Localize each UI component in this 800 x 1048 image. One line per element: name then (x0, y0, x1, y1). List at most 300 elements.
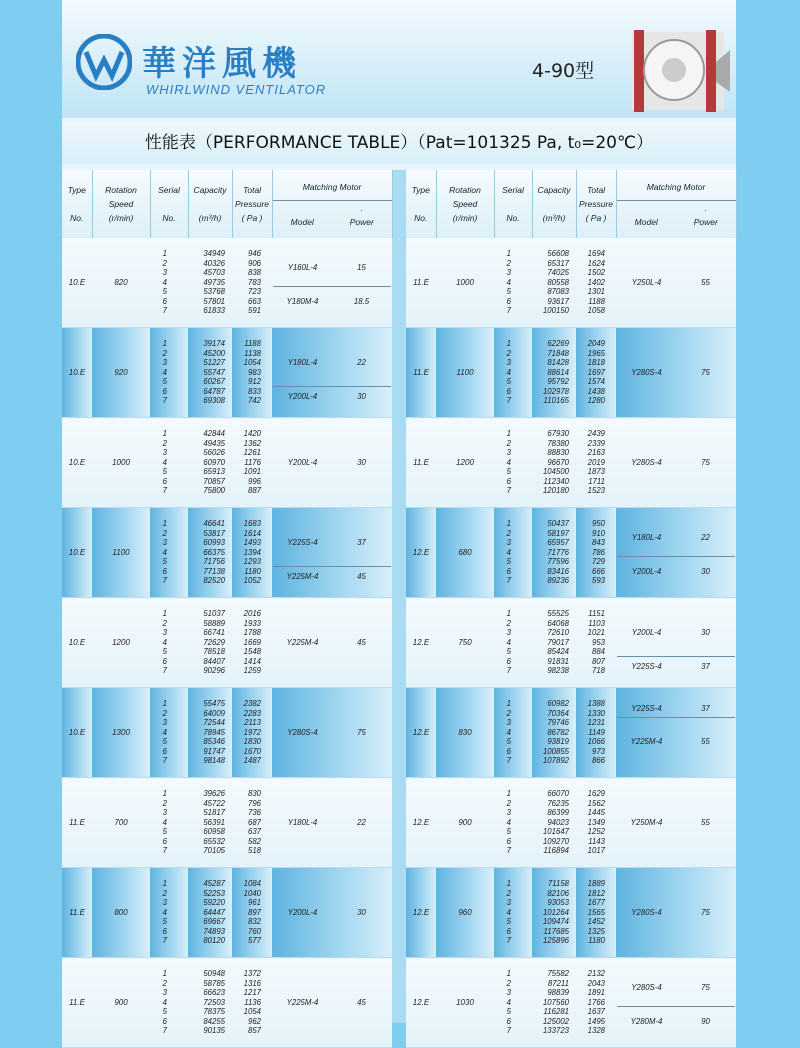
motor-model: Y180M-4 (286, 296, 319, 306)
serial-no: 3 (506, 538, 511, 548)
motor-model: Y200L-4 (287, 907, 318, 917)
capacity-value: 45200 (203, 348, 225, 358)
pressure-value: 2113 (244, 718, 261, 728)
speed-cell: 1200 (92, 598, 150, 688)
capacity-value: 71756 (203, 557, 225, 567)
pressure-value: 1372 (243, 968, 261, 978)
speed-cell: 960 (436, 868, 494, 958)
pressure-value: 897 (247, 907, 261, 917)
serial-no: 2 (162, 618, 167, 628)
capacity-value: 45287 (203, 878, 225, 888)
serial-no: 7 (162, 1026, 167, 1036)
motor-power: 75 (701, 983, 710, 993)
pressure-value: 1683 (243, 518, 261, 528)
capacity-cell (532, 958, 576, 1048)
capacity-value: 70105 (203, 846, 225, 856)
serial-no: 4 (162, 367, 167, 377)
serial-no: 2 (162, 978, 167, 988)
brand-name-en: WHIRLWIND VENTILATOR (146, 82, 327, 97)
pressure-value: 637 (247, 827, 261, 837)
pressure-value: 1103 (588, 618, 605, 628)
motor-cell (273, 959, 391, 1046)
capacity-value: 49435 (203, 438, 225, 448)
motor-power: 30 (357, 907, 366, 917)
serial-no: 6 (506, 296, 511, 306)
capacity-value: 72503 (203, 997, 225, 1007)
pressure-cell (576, 418, 616, 508)
pressure-value: 1452 (587, 917, 605, 927)
serial-no: 1 (506, 518, 511, 528)
pressure-value: 1388 (587, 698, 605, 708)
serial-no: 3 (162, 448, 167, 458)
pressure-value: 953 (591, 637, 605, 647)
motor-power: 37 (701, 661, 710, 671)
pressure-value: 807 (591, 656, 605, 666)
pressure-value: 1548 (243, 647, 261, 657)
pressure-cell (232, 238, 272, 328)
capacity-value: 125896 (542, 936, 569, 946)
capacity-value: 56391 (203, 817, 225, 827)
capacity-cell (188, 328, 232, 418)
table-row (406, 868, 736, 958)
pressure-value: 1188 (244, 338, 261, 348)
motor-power: 55 (701, 817, 710, 827)
capacity-value: 80558 (547, 277, 569, 287)
serial-no: 3 (506, 628, 511, 638)
capacity-value: 60958 (203, 827, 225, 837)
capacity-value: 60267 (203, 377, 225, 387)
serial-cell (150, 958, 188, 1048)
motor-power: 37 (357, 538, 366, 547)
capacity-value: 70364 (547, 708, 569, 718)
pressure-value: 1151 (588, 608, 605, 618)
serial-no: 3 (506, 268, 511, 278)
serial-no: 4 (162, 457, 167, 467)
type-cell: 11.E (62, 868, 92, 958)
capacity-value: 46641 (203, 518, 225, 528)
serial-no: 4 (506, 997, 511, 1007)
motor-model: Y225S-4 (631, 703, 662, 713)
type-cell: 11.E (406, 238, 436, 328)
capacity-value: 98839 (547, 988, 569, 998)
serial-no: 2 (506, 528, 511, 538)
capacity-value: 74025 (547, 268, 569, 278)
serial-no: 1 (162, 878, 167, 888)
capacity-value: 75800 (203, 486, 225, 496)
capacity-value: 75582 (547, 968, 569, 978)
pressure-value: 1574 (587, 377, 605, 387)
type-cell: 12.E (406, 508, 436, 598)
serial-no: 2 (506, 258, 511, 268)
motor-model: Y225S-4 (631, 661, 662, 671)
capacity-value: 65317 (547, 258, 569, 268)
capacity-value: 112340 (543, 476, 569, 486)
pressure-value: 729 (591, 557, 605, 567)
motor-power: 30 (701, 566, 710, 576)
serial-no: 2 (506, 348, 511, 358)
matching-motor-cell (272, 508, 392, 598)
motor-model: Y280S-4 (631, 457, 662, 467)
pressure-value: 591 (247, 306, 261, 316)
matching-motor-cell (616, 328, 736, 418)
pressure-value: 1280 (587, 396, 605, 406)
capacity-value: 91747 (203, 746, 225, 756)
pressure-value: 2382 (243, 698, 261, 708)
matching-motor-cell (616, 688, 736, 778)
pressure-value: 833 (247, 386, 261, 396)
pressure-value: 946 (247, 248, 261, 258)
capacity-value: 67930 (547, 428, 569, 438)
capacity-cell (532, 508, 576, 598)
serial-no: 6 (162, 656, 167, 666)
motor-power: 45 (357, 571, 366, 581)
motor-divider (273, 286, 391, 287)
pressure-value: 1261 (243, 448, 261, 458)
serial-no: 7 (162, 666, 167, 676)
motor-cell (617, 779, 735, 866)
pressure-value: 1669 (243, 637, 261, 647)
serial-no: 3 (506, 448, 511, 458)
capacity-value: 66741 (203, 628, 225, 638)
pressure-value: 593 (591, 576, 605, 586)
serial-no: 7 (506, 486, 511, 496)
pressure-value: 1565 (587, 907, 605, 917)
capacity-value: 90135 (203, 1026, 225, 1036)
pressure-value: 1052 (243, 576, 261, 586)
pressure-value: 2049 (587, 338, 605, 348)
col-rotation: Rotation Speed (r/min) (92, 170, 150, 238)
motor-divider (617, 656, 735, 657)
capacity-value: 125002 (542, 1016, 569, 1026)
speed-cell: 900 (92, 958, 150, 1048)
motor-cell (273, 239, 391, 326)
type-cell: 12.E (406, 778, 436, 868)
capacity-value: 57801 (203, 296, 225, 306)
serial-no: 1 (162, 518, 167, 528)
capacity-value: 84407 (203, 656, 225, 666)
serial-no: 1 (162, 968, 167, 978)
capacity-value: 59220 (203, 898, 225, 908)
serial-no: 4 (506, 457, 511, 467)
speed-cell: 820 (92, 238, 150, 328)
pressure-value: 1933 (243, 618, 261, 628)
pressure-value: 1180 (244, 566, 261, 576)
pressure-value: 1629 (587, 788, 605, 798)
capacity-cell (532, 778, 576, 868)
serial-no: 6 (506, 746, 511, 756)
serial-no: 6 (162, 926, 167, 936)
pressure-value: 1637 (587, 1007, 605, 1017)
serial-no: 4 (162, 547, 167, 557)
pressure-value: 1873 (587, 467, 605, 477)
pressure-value: 1301 (587, 287, 605, 297)
capacity-value: 34949 (203, 248, 225, 258)
capacity-value: 62269 (547, 338, 569, 348)
pressure-value: 1136 (244, 997, 261, 1007)
serial-no: 2 (162, 438, 167, 448)
brand-name-cn: 華洋風機 (142, 44, 302, 84)
pressure-value: 857 (247, 1026, 261, 1036)
column-gap (392, 170, 406, 1023)
serial-no: 7 (506, 306, 511, 316)
capacity-value: 64447 (203, 907, 225, 917)
serial-no: 1 (506, 788, 511, 798)
serial-cell (150, 238, 188, 328)
pressure-value: 718 (591, 666, 605, 676)
pressure-value: 996 (247, 476, 261, 486)
pressure-value: 796 (247, 798, 261, 808)
motor-power: 30 (701, 628, 710, 637)
capacity-value: 77596 (547, 557, 569, 567)
serial-no: 4 (506, 547, 511, 557)
capacity-value: 88830 (547, 448, 569, 458)
capacity-value: 86399 (547, 808, 569, 818)
capacity-value: 65532 (203, 836, 225, 846)
table-row (406, 328, 736, 418)
capacity-value: 109474 (542, 917, 569, 927)
matching-motor-cell (272, 868, 392, 958)
pressure-value: 2283 (243, 708, 261, 718)
serial-no: 3 (162, 988, 167, 998)
pressure-value: 1889 (587, 878, 605, 888)
serial-no: 6 (506, 836, 511, 846)
capacity-value: 55747 (203, 367, 225, 377)
capacity-value: 65957 (547, 538, 569, 548)
motor-cell (273, 779, 391, 866)
capacity-cell (532, 418, 576, 508)
capacity-value: 53768 (203, 287, 225, 297)
pressure-value: 1293 (243, 557, 261, 567)
pressure-cell (576, 238, 616, 328)
capacity-value: 61833 (203, 306, 225, 316)
pressure-value: 887 (247, 486, 261, 496)
pressure-cell (232, 688, 272, 778)
table-row (406, 778, 736, 868)
motor-power: 90 (701, 1016, 710, 1026)
capacity-value: 51817 (203, 808, 225, 818)
pressure-value: 1180 (588, 936, 605, 946)
serial-no: 5 (506, 1007, 511, 1017)
capacity-value: 65913 (203, 467, 225, 477)
serial-no: 2 (162, 708, 167, 718)
pressure-value: 1891 (587, 988, 605, 998)
pressure-value: 1176 (244, 457, 261, 467)
table-row (406, 958, 736, 1048)
matching-motor-cell (616, 418, 736, 508)
serial-no: 1 (506, 698, 511, 708)
serial-no: 7 (506, 576, 511, 586)
pressure-value: 1349 (587, 817, 605, 827)
capacity-value: 109270 (542, 836, 569, 846)
motor-model: Y225M-4 (286, 997, 319, 1007)
pressure-value: 687 (247, 817, 261, 827)
motor-power: 75 (701, 907, 710, 917)
motor-cell (273, 689, 391, 776)
serial-no: 5 (506, 917, 511, 927)
matching-motor-cell (272, 778, 392, 868)
pressure-cell (232, 508, 272, 598)
pressure-cell (232, 868, 272, 958)
capacity-cell (188, 238, 232, 328)
serial-cell (494, 868, 532, 958)
col-pressure: Total Pressure ( Pa ) (232, 170, 272, 238)
matching-motor-cell (272, 958, 392, 1048)
matching-motor-cell (272, 418, 392, 508)
capacity-cell (188, 778, 232, 868)
capacity-value: 72610 (547, 628, 569, 638)
capacity-value: 77138 (203, 566, 225, 576)
performance-table (406, 170, 737, 1048)
motor-power: 55 (701, 737, 710, 747)
capacity-value: 98238 (547, 666, 569, 676)
pressure-value: 843 (591, 538, 605, 548)
table-row (62, 688, 392, 778)
serial-cell (150, 508, 188, 598)
pressure-cell (576, 508, 616, 598)
capacity-cell (532, 688, 576, 778)
serial-no: 2 (506, 438, 511, 448)
serial-no: 1 (162, 788, 167, 798)
motor-power: 30 (357, 457, 366, 467)
pressure-value: 1328 (587, 1026, 605, 1036)
pressure-value: 1259 (243, 666, 261, 676)
serial-cell (494, 328, 532, 418)
speed-cell: 1100 (92, 508, 150, 598)
motor-model: Y250L-4 (631, 277, 662, 287)
motor-model: Y225M-4 (630, 737, 663, 747)
capacity-value: 66070 (547, 788, 569, 798)
pressure-value: 962 (247, 1016, 261, 1026)
pressure-value: 1972 (243, 727, 261, 737)
capacity-value: 70857 (203, 476, 225, 486)
motor-model: Y280M-4 (630, 1016, 663, 1026)
table-row (406, 508, 736, 598)
pressure-value: 950 (591, 518, 605, 528)
motor-cell (273, 419, 391, 506)
serial-no: 5 (506, 467, 511, 477)
capacity-value: 95792 (547, 377, 569, 387)
col-capacity: Capacity (m³/h) (188, 170, 232, 238)
serial-no: 5 (506, 287, 511, 297)
table-row (406, 598, 736, 688)
capacity-value: 53817 (203, 528, 225, 538)
capacity-value: 80120 (203, 936, 225, 946)
pressure-value: 961 (247, 898, 261, 908)
table-row (62, 598, 392, 688)
pressure-value: 838 (247, 268, 261, 278)
motor-cell (273, 509, 391, 596)
pressure-value: 1766 (587, 997, 605, 1007)
motor-power: 22 (701, 533, 710, 543)
capacity-value: 78375 (203, 1007, 225, 1017)
pressure-value: 1487 (243, 756, 261, 766)
serial-cell (494, 958, 532, 1048)
type-cell: 12.E (406, 958, 436, 1048)
col-capacity: Capacity (m³/h) (532, 170, 576, 238)
capacity-value: 93819 (547, 737, 569, 747)
right-table (406, 170, 736, 1036)
serial-no: 5 (506, 737, 511, 747)
speed-cell: 830 (436, 688, 494, 778)
serial-no: 1 (162, 248, 167, 258)
motor-power: 75 (701, 457, 710, 467)
matching-motor-cell (616, 958, 736, 1048)
pressure-value: 1493 (243, 538, 261, 548)
motor-cell (617, 329, 735, 416)
serial-no: 7 (162, 576, 167, 586)
capacity-value: 66623 (203, 988, 225, 998)
serial-no: 6 (162, 476, 167, 486)
capacity-value: 78518 (203, 647, 225, 657)
pressure-value: 2019 (587, 457, 605, 467)
serial-no: 7 (162, 306, 167, 316)
motor-model: Y180L-4 (287, 817, 318, 827)
type-cell: 11.E (406, 328, 436, 418)
pressure-value: 1812 (587, 888, 605, 898)
capacity-value: 90296 (203, 666, 225, 676)
matching-motor-cell (272, 328, 392, 418)
capacity-value: 58889 (203, 618, 225, 628)
motor-model: Y280S-4 (631, 983, 662, 993)
capacity-value: 89236 (547, 576, 569, 586)
capacity-value: 51037 (203, 608, 225, 618)
table-row (62, 778, 392, 868)
capacity-value: 107560 (542, 997, 569, 1007)
motor-cell (617, 689, 735, 776)
pressure-value: 1054 (243, 358, 261, 368)
serial-no: 1 (506, 338, 511, 348)
capacity-value: 101264 (542, 907, 569, 917)
serial-no: 6 (162, 836, 167, 846)
serial-cell (150, 598, 188, 688)
type-cell: 10.E (62, 688, 92, 778)
pressure-value: 910 (591, 528, 605, 538)
capacity-cell (188, 508, 232, 598)
capacity-value: 94023 (547, 817, 569, 827)
capacity-value: 93053 (547, 898, 569, 908)
pressure-value: 742 (247, 396, 261, 406)
speed-cell: 1000 (92, 418, 150, 508)
capacity-value: 85424 (547, 647, 569, 657)
capacity-value: 86782 (547, 727, 569, 737)
pressure-value: 1402 (587, 277, 605, 287)
pressure-value: 2043 (587, 978, 605, 988)
motor-model: Y280S-4 (631, 907, 662, 917)
pressure-value: 1420 (243, 428, 261, 438)
motor-model: Y200L-4 (287, 457, 318, 467)
serial-no: 5 (162, 557, 167, 567)
matching-motor-cell (272, 238, 392, 328)
capacity-value: 58785 (203, 978, 225, 988)
pressure-value: 1149 (588, 727, 605, 737)
pressure-value: 1058 (587, 306, 605, 316)
serial-cell (494, 418, 532, 508)
serial-no: 4 (162, 907, 167, 917)
pressure-value: 783 (247, 277, 261, 287)
pressure-value: 1788 (243, 628, 261, 638)
pressure-value: 1697 (587, 367, 605, 377)
pressure-value: 723 (247, 287, 261, 297)
serial-no: 2 (506, 708, 511, 718)
pressure-value: 906 (247, 258, 261, 268)
table-row (62, 418, 392, 508)
capacity-value: 91831 (547, 656, 569, 666)
serial-no: 2 (162, 528, 167, 538)
type-cell: 10.E (62, 598, 92, 688)
motor-model: Y225M-4 (286, 571, 319, 581)
type-cell: 10.E (62, 508, 92, 598)
serial-no: 2 (162, 798, 167, 808)
